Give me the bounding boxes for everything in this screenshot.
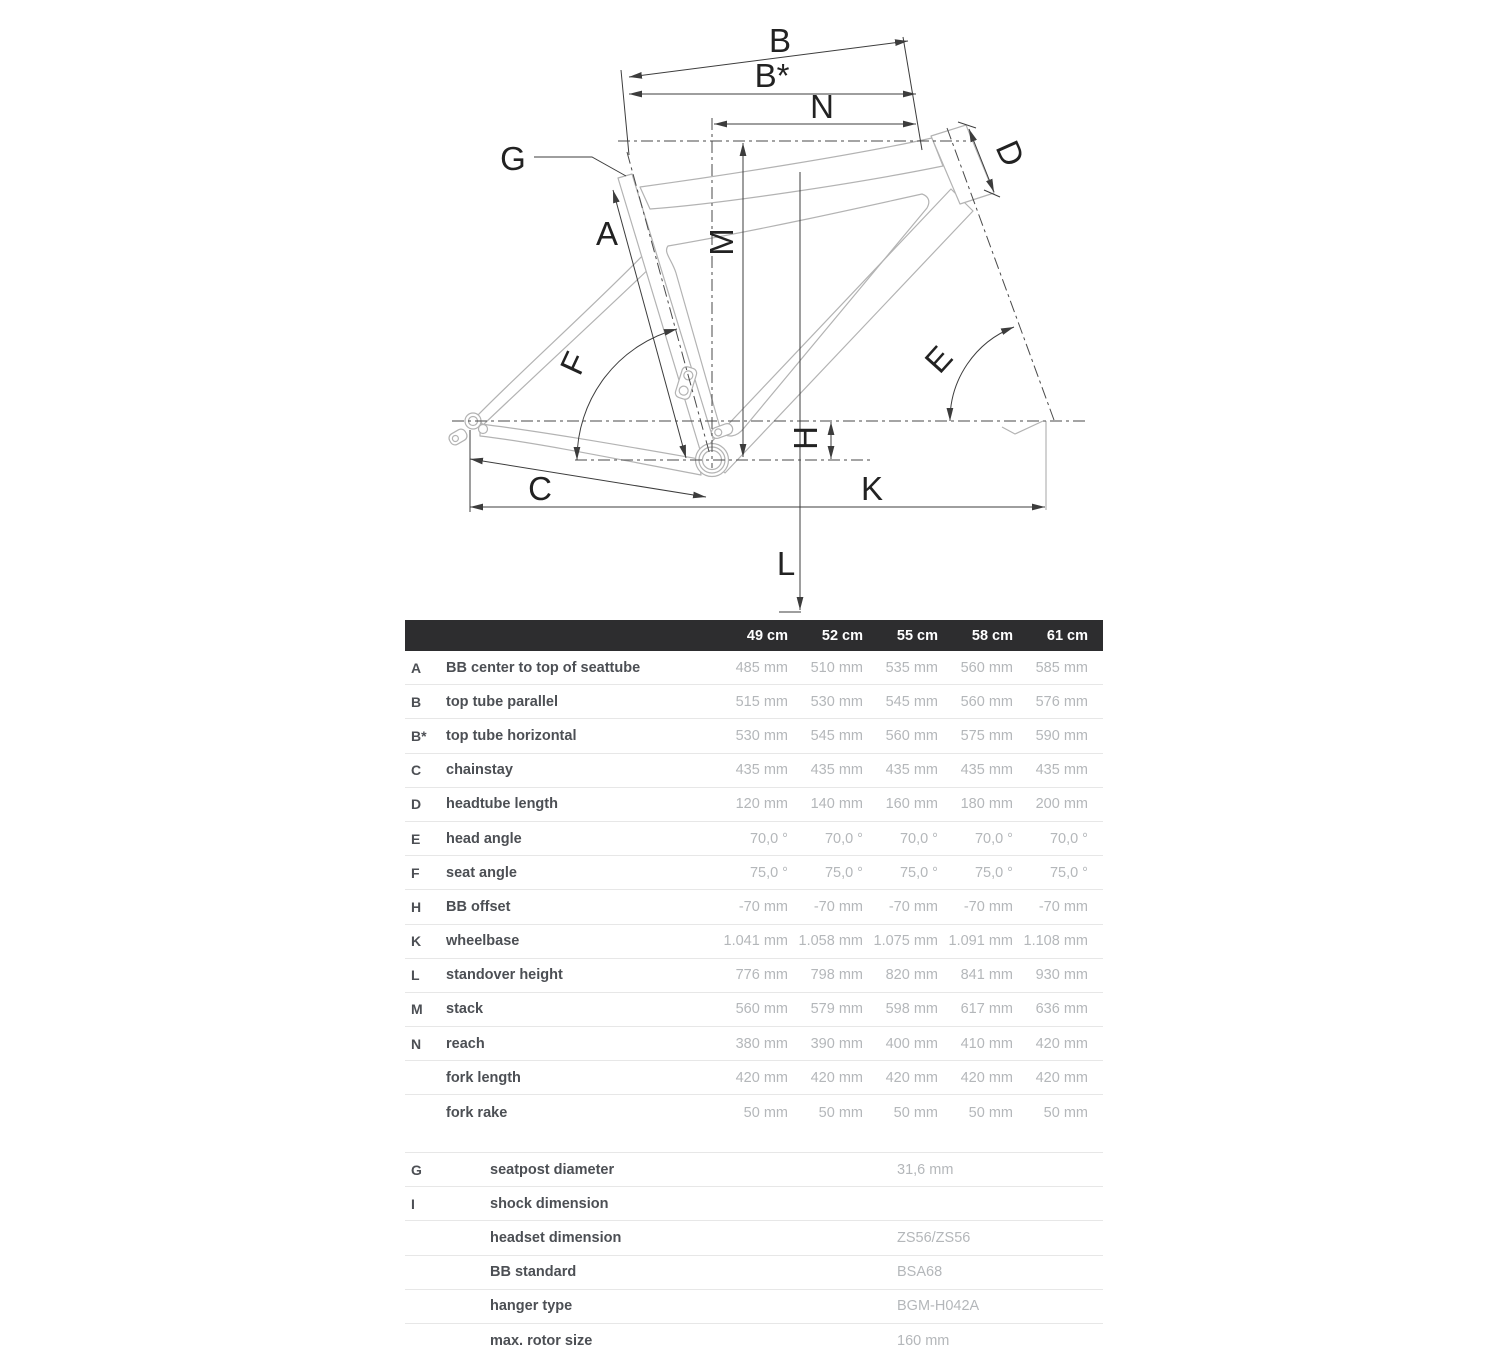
table-row xyxy=(405,651,1103,685)
table-row xyxy=(405,822,1103,856)
g-leader-line xyxy=(534,157,626,176)
spec-row xyxy=(405,1152,1103,1186)
value-cell: -70 mm xyxy=(738,898,788,915)
row-key: A xyxy=(411,659,422,676)
value-cell: 50 mm xyxy=(818,1104,863,1121)
value-cell: 575 mm xyxy=(960,727,1013,744)
row-key: K xyxy=(411,933,422,950)
row-key: F xyxy=(411,864,420,881)
value-cell: 560 mm xyxy=(960,693,1013,710)
row-key: E xyxy=(411,830,421,847)
row-key: B xyxy=(411,693,422,710)
value-cell: 75,0 ° xyxy=(824,864,863,881)
value-cell: 70,0 ° xyxy=(899,830,938,847)
value-cell: 545 mm xyxy=(885,693,938,710)
geometry-table-header xyxy=(405,620,1103,651)
value-cell: 420 mm xyxy=(810,1069,863,1086)
value-cell: 400 mm xyxy=(885,1035,938,1052)
value-cell: 1.091 mm xyxy=(948,933,1013,950)
row-label: headset dimension xyxy=(490,1229,622,1246)
row-key: C xyxy=(411,762,422,779)
value-cell: 1.041 mm xyxy=(723,933,788,950)
value-cell: BSA68 xyxy=(897,1264,943,1281)
head-tube-axis xyxy=(947,128,1054,420)
value-cell: 50 mm xyxy=(743,1104,788,1121)
value-cell: 485 mm xyxy=(735,659,788,676)
value-cell: 50 mm xyxy=(893,1104,938,1121)
value-cell: 435 mm xyxy=(1035,762,1088,779)
derailleur-hanger xyxy=(447,427,469,446)
column-header: 61 cm xyxy=(1046,627,1088,644)
value-cell: 200 mm xyxy=(1035,796,1088,813)
table-row xyxy=(405,754,1103,788)
value-cell: 435 mm xyxy=(960,762,1013,779)
value-cell: 420 mm xyxy=(885,1069,938,1086)
value-cell: 585 mm xyxy=(1035,659,1088,676)
row-key: N xyxy=(411,1035,422,1052)
value-cell: 160 mm xyxy=(885,796,938,813)
value-cell: 530 mm xyxy=(810,693,863,710)
seat-stay xyxy=(477,250,656,425)
fork-tip xyxy=(1002,421,1043,434)
value-cell: 776 mm xyxy=(735,967,788,984)
value-cell: 560 mm xyxy=(960,659,1013,676)
row-label: BB offset xyxy=(446,898,511,915)
row-label: shock dimension xyxy=(490,1195,609,1212)
table-row xyxy=(405,685,1103,719)
value-cell: 560 mm xyxy=(735,1001,788,1018)
spec-row xyxy=(405,1255,1103,1289)
value-cell: 70,0 ° xyxy=(1049,830,1088,847)
dim-label-f: F xyxy=(552,346,595,381)
spec-table xyxy=(405,1152,1103,1357)
value-cell: ZS56/ZS56 xyxy=(897,1229,971,1246)
value-cell: 420 mm xyxy=(1035,1069,1088,1086)
value-cell: 120 mm xyxy=(735,796,788,813)
value-cell: 420 mm xyxy=(960,1069,1013,1086)
row-label: max. rotor size xyxy=(490,1332,593,1349)
value-cell: 180 mm xyxy=(960,796,1013,813)
table-row xyxy=(405,1061,1103,1095)
dim-label-g: G xyxy=(500,140,526,177)
value-cell: 590 mm xyxy=(1035,727,1088,744)
value-cell: -70 mm xyxy=(813,898,863,915)
frame-geometry-diagram xyxy=(0,0,1500,618)
table-row xyxy=(405,719,1103,753)
value-cell: 380 mm xyxy=(735,1035,788,1052)
value-cell: BGM-H042A xyxy=(897,1298,980,1315)
table-row xyxy=(405,788,1103,822)
row-label: fork rake xyxy=(446,1104,508,1121)
row-label: headtube length xyxy=(446,796,558,813)
value-cell: -70 mm xyxy=(1038,898,1088,915)
table-row xyxy=(405,959,1103,993)
value-cell: 75,0 ° xyxy=(974,864,1013,881)
value-cell: 798 mm xyxy=(810,967,863,984)
value-cell: 636 mm xyxy=(1035,1001,1088,1018)
value-cell: 930 mm xyxy=(1035,967,1088,984)
table-row xyxy=(405,1027,1103,1061)
value-cell: 75,0 ° xyxy=(899,864,938,881)
dim-label-l: L xyxy=(776,545,796,582)
row-label: top tube horizontal xyxy=(446,727,577,744)
value-cell: 1.058 mm xyxy=(798,933,863,950)
value-cell: 435 mm xyxy=(810,762,863,779)
table-row xyxy=(405,1095,1103,1129)
spec-row xyxy=(405,1289,1103,1323)
row-label: standover height xyxy=(446,967,563,984)
row-key: L xyxy=(411,967,420,984)
row-key: I xyxy=(411,1195,415,1212)
dim-label-b: B xyxy=(768,22,792,59)
dim-label-h: H xyxy=(787,426,824,450)
value-cell: 515 mm xyxy=(735,693,788,710)
row-label: BB center to top of seattube xyxy=(446,659,641,676)
value-cell: 1.108 mm xyxy=(1023,933,1088,950)
dim-label-c: C xyxy=(528,470,552,507)
value-cell: 140 mm xyxy=(810,796,863,813)
row-label: fork length xyxy=(446,1069,521,1086)
chain-stay xyxy=(480,424,701,475)
row-key: M xyxy=(411,1001,423,1018)
value-cell: 70,0 ° xyxy=(749,830,788,847)
row-label: BB standard xyxy=(490,1264,577,1281)
table-row xyxy=(405,890,1103,924)
row-key: D xyxy=(411,796,422,813)
seat-tube xyxy=(618,174,719,463)
value-cell: 617 mm xyxy=(960,1001,1013,1018)
spec-row xyxy=(405,1220,1103,1254)
table-row xyxy=(405,925,1103,959)
table-row xyxy=(405,993,1103,1027)
bike-frame-drawing xyxy=(447,125,1046,510)
dim-label-n: N xyxy=(810,88,834,125)
table-row xyxy=(405,856,1103,890)
row-label: chainstay xyxy=(446,762,513,779)
geometry-table xyxy=(405,620,1103,1130)
value-cell: -70 mm xyxy=(963,898,1013,915)
row-label: hanger type xyxy=(490,1298,573,1315)
value-cell: 530 mm xyxy=(735,727,788,744)
value-cell: 390 mm xyxy=(810,1035,863,1052)
top-tube xyxy=(640,138,943,209)
value-cell: 545 mm xyxy=(810,727,863,744)
value-cell: 435 mm xyxy=(735,762,788,779)
value-cell: 70,0 ° xyxy=(824,830,863,847)
value-cell: 420 mm xyxy=(735,1069,788,1086)
column-header: 49 cm xyxy=(746,627,788,644)
value-cell: -70 mm xyxy=(888,898,938,915)
row-key: B* xyxy=(411,727,427,744)
value-cell: 410 mm xyxy=(960,1035,1013,1052)
value-cell: 535 mm xyxy=(885,659,938,676)
value-cell: 1.075 mm xyxy=(873,933,938,950)
row-label: wheelbase xyxy=(446,933,520,950)
value-cell: 576 mm xyxy=(1035,693,1088,710)
dim-label-e: E xyxy=(917,338,960,380)
geometry-table-body xyxy=(405,651,1103,1130)
row-label: top tube parallel xyxy=(446,693,558,710)
row-label: seat angle xyxy=(446,864,517,881)
row-key: G xyxy=(411,1161,422,1178)
dimension-labels xyxy=(500,22,1032,582)
value-cell: 50 mm xyxy=(1043,1104,1088,1121)
dim-label-m: M xyxy=(703,228,740,256)
dim-label-bstar: B* xyxy=(754,57,790,94)
value-cell: 820 mm xyxy=(885,967,938,984)
row-label: seatpost diameter xyxy=(490,1161,615,1178)
row-label: stack xyxy=(446,1001,484,1018)
dim-label-k: K xyxy=(860,470,884,507)
value-cell: 841 mm xyxy=(960,967,1013,984)
value-cell: 510 mm xyxy=(810,659,863,676)
column-header: 55 cm xyxy=(896,627,938,644)
value-cell: 435 mm xyxy=(885,762,938,779)
value-cell: 75,0 ° xyxy=(749,864,788,881)
spec-row xyxy=(405,1186,1103,1220)
column-header: 52 cm xyxy=(821,627,863,644)
dim-label-a: A xyxy=(595,215,619,252)
row-label: reach xyxy=(446,1035,485,1052)
dimension-lines xyxy=(470,37,1045,612)
value-cell: 420 mm xyxy=(1035,1035,1088,1052)
value-cell: 598 mm xyxy=(885,1001,938,1018)
value-cell: 31,6 mm xyxy=(897,1161,954,1178)
value-cell: 160 mm xyxy=(897,1332,950,1349)
value-cell: 50 mm xyxy=(968,1104,1013,1121)
row-label: head angle xyxy=(446,830,522,847)
row-key: H xyxy=(411,898,422,915)
value-cell: 560 mm xyxy=(885,727,938,744)
value-cell: 70,0 ° xyxy=(974,830,1013,847)
value-cell: 579 mm xyxy=(810,1001,863,1018)
dim-label-d: D xyxy=(988,134,1033,172)
dim-E-arc xyxy=(950,327,1014,421)
value-cell: 75,0 ° xyxy=(1049,864,1088,881)
spec-row xyxy=(405,1323,1103,1357)
column-header: 58 cm xyxy=(971,627,1013,644)
